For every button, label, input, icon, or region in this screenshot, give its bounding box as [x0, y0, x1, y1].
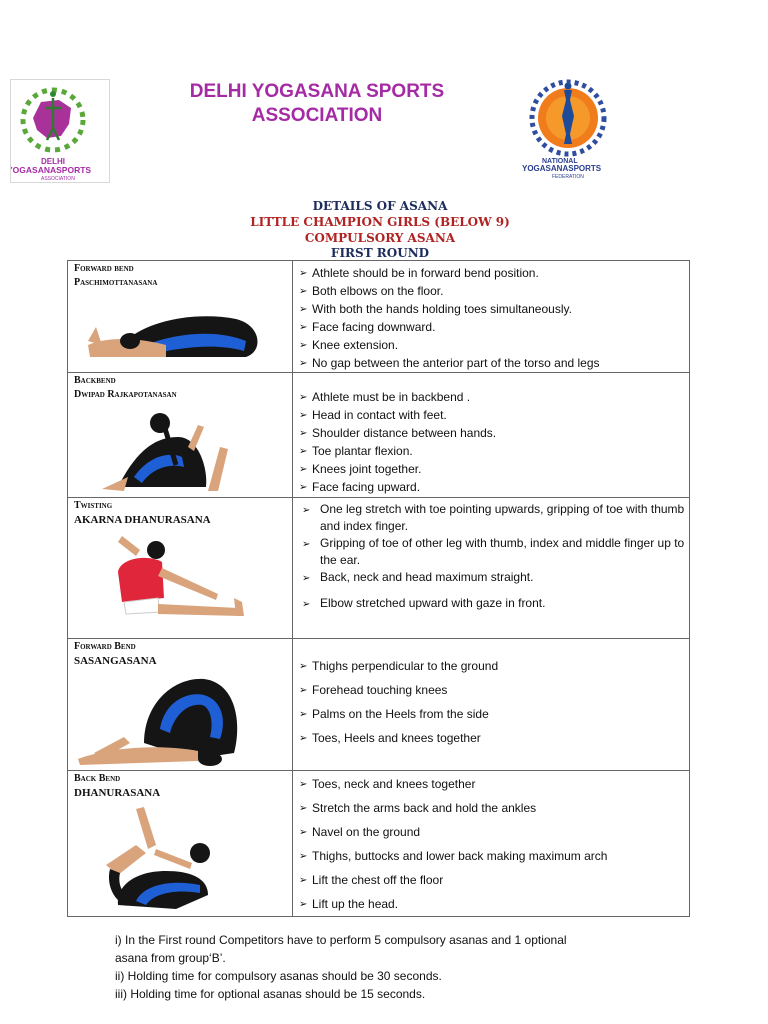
- organization-title: [150, 80, 484, 128]
- left-logo-text-2: YOGASANASPORTS: [11, 165, 92, 175]
- instruction-item: ➢ Stretch the arms back and hold the ankles: [299, 796, 685, 820]
- instruction-item: ➢ Palms on the Heels from the side: [299, 702, 685, 726]
- instruction-list: [299, 264, 685, 372]
- instruction-item: ➢ Lift the chest off the floor: [299, 868, 685, 892]
- asana-name: SASANGASANA: [74, 655, 157, 667]
- left-logo-text-3: ASSOCIATION: [41, 176, 75, 182]
- instruction-item: ➢ Back, neck and head maximum straight.: [299, 569, 685, 586]
- table-row: [68, 771, 690, 917]
- asana-category: Forward bend: [74, 263, 134, 274]
- asana-cell: [68, 261, 293, 373]
- instruction-item: ➢ Both elbows on the floor.: [299, 282, 685, 300]
- instruction-list: [299, 388, 685, 496]
- instructions-cell: [293, 261, 690, 373]
- heading-round: FIRST ROUND: [330, 246, 430, 260]
- asana-cell: [68, 498, 293, 639]
- instruction-item: ➢ Athlete must be in backbend .: [299, 388, 685, 406]
- heading-details: DETAILS OF ASANA: [312, 199, 448, 213]
- asana-cell: [68, 771, 293, 917]
- paschimottanasana-pose-image: [86, 301, 266, 363]
- note-3: iii) Holding time for optional asanas should be 15 seconds.: [115, 987, 426, 1001]
- delhi-association-logo: [10, 79, 110, 183]
- instruction-item: ➢ Toes, Heels and knees together: [299, 726, 685, 750]
- instruction-item: ➢ Knees joint together.: [299, 460, 685, 478]
- asana-name: DHANURASANA: [74, 787, 161, 799]
- instruction-item: ➢ Toes, neck and knees together: [299, 772, 685, 796]
- instruction-item: ➢ Lift up the head.: [299, 892, 685, 916]
- instruction-item: ➢ Thighs perpendicular to the ground: [299, 654, 685, 678]
- instruction-item: ➢ Toe plantar flexion.: [299, 442, 685, 460]
- instruction-item: ➢ Face facing downward.: [299, 318, 685, 336]
- instruction-item: ➢ Gripping of toe of other leg with thumb, index and middle finger up to the ear.: [299, 535, 685, 569]
- instruction-item: ➢ Knee extension.: [299, 336, 685, 354]
- asana-category: Twisting: [74, 500, 113, 511]
- instruction-item: ➢ Face facing upward.: [299, 478, 685, 496]
- asana-category: Back Bend: [74, 773, 121, 784]
- heading-category: LITTLE CHAMPION GIRLS (BELOW 9): [250, 215, 510, 229]
- asana-name: Dwipad Rajkapotanasan: [74, 389, 177, 400]
- instruction-item: ➢ Navel on the ground: [299, 820, 685, 844]
- instructions-cell: [293, 373, 690, 498]
- table-row: [68, 261, 690, 373]
- instruction-item: ➢ Thighs, buttocks and lower back making maximum arch: [299, 844, 685, 868]
- instruction-item: ➢ Forehead touching knees: [299, 678, 685, 702]
- table-row: [68, 498, 690, 639]
- note-1-continued: asana from group‘B’.: [115, 951, 226, 965]
- instruction-item: ➢ Shoulder distance between hands.: [299, 424, 685, 442]
- title-line-1: DELHI YOGASANA SPORTS: [189, 81, 445, 102]
- asana-name: AKARNA DHANURASANA: [74, 514, 211, 526]
- instructions-cell: [293, 639, 690, 771]
- asana-category: Backbend: [74, 375, 116, 386]
- instruction-item: ➢ One leg stretch with toe pointing upwards, gripping of toe with thumb and index finger.: [299, 501, 685, 535]
- instruction-item: ➢ With both the hands holding toes simultaneously.: [299, 300, 685, 318]
- instructions-cell: [293, 771, 690, 917]
- asana-name: Paschimottanasana: [74, 277, 158, 288]
- right-logo-text-1: NATIONAL: [542, 158, 578, 165]
- national-federation-logo: [520, 76, 616, 180]
- table-row: [68, 373, 690, 498]
- table-row: [68, 639, 690, 771]
- right-logo-text-3: FEDERATION: [552, 174, 584, 180]
- asana-category: Forward Bend: [74, 641, 136, 652]
- dwipad-rajkapotanasan-pose-image: [98, 407, 238, 493]
- asana-cell: [68, 373, 293, 498]
- instruction-list: [299, 654, 685, 750]
- akarna-dhanurasana-pose-image: [108, 532, 258, 622]
- note-1: i) In the First round Competitors have to perform 5 compulsory asanas and 1 optional: [115, 933, 567, 947]
- title-line-2: ASSOCIATION: [251, 105, 383, 126]
- instruction-item: ➢ No gap between the anterior part of the torso and legs: [299, 354, 685, 372]
- competition-notes: [115, 931, 655, 1003]
- sasangasana-pose-image: [74, 673, 244, 767]
- asana-table: [67, 260, 690, 917]
- right-logo-text-2: YOGASANASPORTS: [522, 164, 602, 173]
- instruction-list: [299, 501, 685, 612]
- instruction-item: ➢ Elbow stretched upward with gaze in front.: [299, 595, 685, 612]
- instruction-item: ➢ Head in contact with feet.: [299, 406, 685, 424]
- heading-compulsory: COMPULSORY ASANA: [304, 231, 456, 245]
- instruction-list: [299, 772, 685, 916]
- asana-cell: [68, 639, 293, 771]
- left-logo-text-1: DELHI: [41, 157, 65, 166]
- note-2: ii) Holding time for compulsory asanas should be 30 seconds.: [115, 969, 442, 983]
- instruction-item: ➢ Athlete should be in forward bend position.: [299, 264, 685, 282]
- instructions-cell: [293, 498, 690, 639]
- dhanurasana-pose-image: [96, 805, 236, 911]
